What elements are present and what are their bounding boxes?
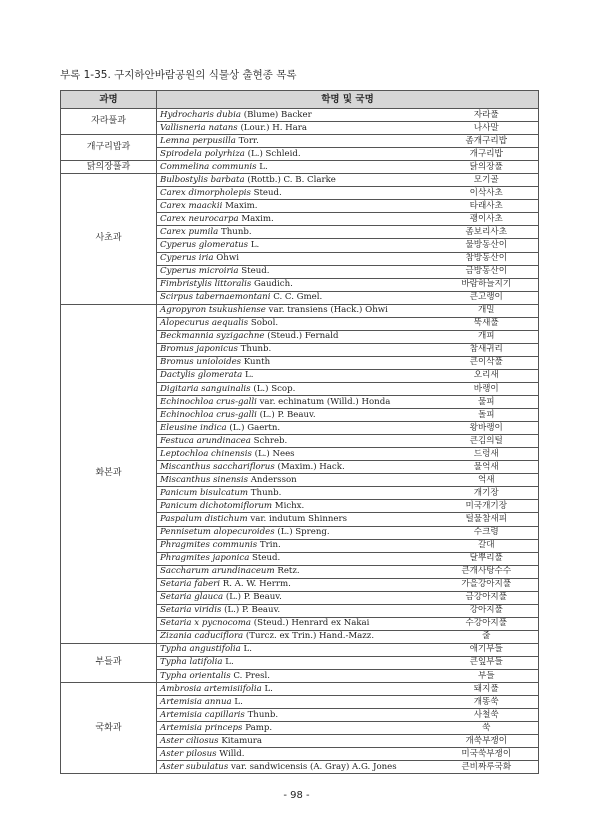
genus-species: Bromus unioloides: [160, 357, 242, 368]
author-citation: (L.) Scop.: [253, 383, 296, 394]
korean-name-cell: 쑥: [435, 722, 539, 735]
korean-name-cell: 큰개사탕수수: [435, 565, 539, 578]
genus-species: Setaria viridis: [160, 605, 222, 616]
scientific-name-cell: [157, 148, 435, 161]
korean-name-cell: 털물참새피: [435, 513, 539, 526]
author-citation: (Steud.) Fernald: [267, 331, 339, 342]
korean-name-cell: 드렁새: [435, 448, 539, 461]
author-citation: Steud.: [252, 553, 281, 564]
author-citation: var. sandwicensis (A. Gray) A.G. Jones: [230, 761, 397, 772]
author-citation: C. Presl.: [233, 670, 270, 681]
genus-species: Phragmites japonica: [160, 553, 250, 564]
scientific-name-cell: [157, 422, 435, 435]
genus-species: Panicum bisulcatum: [160, 487, 249, 498]
korean-name-cell: 오리새: [435, 369, 539, 382]
genus-species: Scirpus tabernaemontani: [160, 292, 271, 303]
genus-species: Typha orientalis: [160, 670, 231, 681]
scientific-name-cell: [157, 161, 435, 174]
table-row: [61, 161, 539, 174]
scientific-name-cell: [157, 709, 435, 722]
scientific-name-cell: [157, 291, 435, 304]
korean-name-cell: 개똥쑥: [435, 696, 539, 709]
author-citation: Pamp.: [245, 722, 273, 733]
genus-species: Carex pumila: [160, 226, 219, 237]
species-table: [60, 90, 539, 774]
author-citation: Willd.: [219, 748, 245, 759]
author-citation: (L.) P. Beauv.: [224, 605, 281, 616]
scientific-name-cell: [157, 500, 435, 513]
scientific-name-cell: [157, 200, 435, 213]
author-citation: Thunb.: [250, 487, 282, 498]
korean-name-cell: 수크령: [435, 526, 539, 539]
korean-name-cell: 타래사초: [435, 200, 539, 213]
korean-name-cell: 이삭사초: [435, 187, 539, 200]
genus-species: Agropyron tsukushiense: [160, 305, 266, 316]
author-citation: Steud.: [253, 187, 282, 198]
scientific-name-cell: [157, 683, 435, 696]
scientific-name-cell: [157, 748, 435, 761]
korean-name-cell: 나사말: [435, 122, 539, 135]
scientific-name-cell: [157, 356, 435, 369]
korean-name-cell: 강아지풀: [435, 604, 539, 617]
scientific-name-cell: [157, 409, 435, 422]
scientific-name-cell: [157, 565, 435, 578]
author-citation: Thunb.: [240, 344, 272, 355]
author-citation: Steud.: [241, 266, 270, 277]
author-citation: (L.) Gaertn.: [229, 422, 281, 433]
korean-name-cell: 가을강아지풀: [435, 578, 539, 591]
scientific-name-cell: [157, 369, 435, 382]
author-citation: L.: [244, 370, 254, 381]
genus-species: Alopecurus aequalis: [160, 318, 249, 329]
table-row: [61, 109, 539, 122]
genus-species: Aster ciliosus: [160, 735, 219, 746]
author-citation: Ohwi: [216, 253, 239, 264]
author-citation: Kitamura: [221, 735, 262, 746]
korean-name-cell: 큰비짜루국화: [435, 761, 539, 774]
table-row: [61, 643, 539, 656]
author-citation: (L.) Schleid.: [247, 148, 301, 159]
korean-name-cell: 좀개구리밥: [435, 135, 539, 148]
genus-species: Artemisia annua: [160, 696, 232, 707]
korean-name-cell: 물억새: [435, 461, 539, 474]
genus-species: Panicum dichotomiflorum: [160, 500, 273, 511]
genus-species: Artemisia capillaris: [160, 709, 245, 720]
genus-species: Setaria x pycnocoma: [160, 618, 251, 629]
genus-species: Miscanthus sinensis: [160, 474, 248, 485]
scientific-name-cell: [157, 591, 435, 604]
scientific-name-cell: [157, 722, 435, 735]
scientific-name-cell: [157, 252, 435, 265]
author-citation: L.: [225, 657, 234, 668]
scientific-name-cell: [157, 656, 435, 669]
table-body: [61, 109, 539, 774]
korean-name-cell: 개구리밥: [435, 148, 539, 161]
korean-name-cell: 억새: [435, 474, 539, 487]
genus-species: Bulbostylis barbata: [160, 174, 245, 185]
author-citation: Sobol.: [250, 318, 279, 329]
genus-species: Setaria faberi: [160, 579, 221, 590]
scientific-name-cell: [157, 513, 435, 526]
scientific-name-cell: [157, 382, 435, 395]
author-citation: var. indutum Shinners: [250, 513, 347, 524]
author-citation: (Rottb.) C. B. Clarke: [247, 174, 336, 185]
scientific-name-cell: [157, 474, 435, 487]
author-citation: Gaudich.: [254, 279, 293, 290]
korean-name-cell: 부들: [435, 670, 539, 683]
scientific-name-cell: [157, 213, 435, 226]
korean-name-cell: 돌피: [435, 409, 539, 422]
scientific-name-cell: [157, 526, 435, 539]
family-name-cell: 자라풀과: [61, 109, 157, 135]
genus-species: Cyperus microiria: [160, 266, 239, 277]
author-citation: (Lour.) H. Hara: [240, 122, 308, 133]
korean-name-cell: 미국개기장: [435, 500, 539, 513]
author-citation: Michx.: [274, 500, 305, 511]
korean-name-cell: 금강아지풀: [435, 591, 539, 604]
scientific-name-cell: [157, 578, 435, 591]
korean-name-cell: 물피: [435, 396, 539, 409]
author-citation: (L.) Nees: [254, 448, 295, 459]
korean-name-cell: 개밀: [435, 304, 539, 317]
author-citation: Kunth: [243, 357, 271, 368]
genus-species: Festuca arundinacea: [160, 435, 251, 446]
scientific-name-cell: [157, 343, 435, 356]
author-citation: (L.) P. Beauv.: [225, 592, 282, 603]
scientific-name-cell: [157, 630, 435, 643]
author-citation: Thunb.: [221, 226, 252, 237]
korean-name-cell: 갈대: [435, 539, 539, 552]
genus-species: Fimbristylis littoralis: [160, 279, 252, 290]
scientific-name-cell: [157, 109, 435, 122]
scientific-name-cell: [157, 317, 435, 330]
scientific-name-cell: [157, 761, 435, 774]
scientific-name-cell: [157, 135, 435, 148]
author-citation: (Turcz. ex Trin.) Hand.-Mazz.: [245, 631, 375, 642]
korean-name-cell: 개쑥부쟁이: [435, 735, 539, 748]
genus-species: Spirodela polyrhiza: [160, 148, 245, 159]
genus-species: Echinochloa crus-galli: [160, 409, 257, 420]
author-citation: L.: [259, 161, 268, 172]
korean-name-cell: 애기부들: [435, 643, 539, 656]
scientific-name-cell: [157, 435, 435, 448]
genus-species: Vallisneria natans: [160, 122, 238, 133]
author-citation: (L.) Spreng.: [277, 527, 330, 538]
korean-name-cell: 물방동산이: [435, 239, 539, 252]
korean-name-cell: 미국쑥부쟁이: [435, 748, 539, 761]
korean-name-cell: 금방동산이: [435, 265, 539, 278]
genus-species: Commelina communis: [160, 161, 257, 172]
genus-species: Leptochloa chinensis: [160, 448, 252, 459]
korean-name-cell: 개피: [435, 330, 539, 343]
genus-species: Eleusine indica: [160, 422, 227, 433]
family-name-cell: 개구리밥과: [61, 135, 157, 161]
korean-name-cell: 큰이삭풀: [435, 356, 539, 369]
scientific-name-cell: [157, 174, 435, 187]
genus-species: Typha angustifolia: [160, 644, 241, 655]
family-name-cell: 닭의장풀과: [61, 161, 157, 174]
author-citation: (Blume) Backer: [243, 109, 312, 120]
family-name-cell: 부들과: [61, 643, 157, 682]
genus-species: Carex dimorpholepis: [160, 187, 251, 198]
scientific-name-cell: [157, 265, 435, 278]
family-name-cell: 화본과: [61, 304, 157, 643]
korean-name-cell: 좀보리사초: [435, 226, 539, 239]
author-citation: L.: [243, 644, 252, 655]
genus-species: Pennisetum alopecuroides: [160, 527, 275, 538]
family-name-cell: 사초과: [61, 174, 157, 304]
genus-species: Cyperus iria: [160, 253, 214, 264]
page-number: - 98 -: [283, 790, 310, 801]
family-name-cell: 국화과: [61, 683, 157, 774]
author-citation: Thunb.: [247, 709, 279, 720]
genus-species: Miscanthus sacchariflorus: [160, 461, 275, 472]
genus-species: Carex maackii: [160, 200, 223, 211]
genus-species: Paspalum distichum: [160, 513, 248, 524]
korean-name-cell: 수강아지풀: [435, 617, 539, 630]
author-citation: (L.) P. Beauv.: [259, 409, 316, 420]
genus-species: Saccharum arundinaceum: [160, 566, 275, 577]
korean-name-cell: 큰잎부들: [435, 656, 539, 669]
korean-name-cell: 큰김의털: [435, 435, 539, 448]
author-citation: Andersson: [250, 474, 297, 485]
korean-name-cell: 개기장: [435, 487, 539, 500]
korean-name-cell: 참방동산이: [435, 252, 539, 265]
author-citation: (Maxim.) Hack.: [277, 461, 345, 472]
author-citation: C. C. Gmel.: [273, 292, 323, 303]
korean-name-cell: 돼지풀: [435, 683, 539, 696]
table-row: [61, 683, 539, 696]
author-citation: var. echinatum (Willd.) Honda: [259, 396, 391, 407]
scientific-name-cell: [157, 187, 435, 200]
korean-name-cell: 바랭이: [435, 382, 539, 395]
author-citation: (Steud.) Henrard ex Nakai: [253, 618, 370, 629]
author-citation: L.: [234, 696, 243, 707]
korean-name-cell: 자라풀: [435, 109, 539, 122]
genus-species: Lemna perpusilla: [160, 135, 236, 146]
genus-species: Bromus japonicus: [160, 344, 238, 355]
author-citation: L.: [264, 683, 273, 694]
genus-species: Echinochloa crus-galli: [160, 396, 257, 407]
korean-name-cell: 큰고랭이: [435, 291, 539, 304]
korean-name-cell: 모기골: [435, 174, 539, 187]
genus-species: Dactylis glomerata: [160, 370, 243, 381]
korean-name-cell: 바람하늘지기: [435, 278, 539, 291]
scientific-name-cell: [157, 278, 435, 291]
korean-name-cell: 뚝새풀: [435, 317, 539, 330]
korean-name-cell: 사철쑥: [435, 709, 539, 722]
genus-species: Cyperus glomeratus: [160, 239, 249, 250]
author-citation: Torr.: [238, 135, 259, 146]
author-citation: Maxim.: [241, 213, 274, 224]
korean-name-cell: 왕바랭이: [435, 422, 539, 435]
scientific-name-cell: [157, 539, 435, 552]
scientific-name-cell: [157, 552, 435, 565]
genus-species: Aster subulatus: [160, 761, 229, 772]
scientific-name-cell: [157, 304, 435, 317]
table-row: [61, 304, 539, 317]
author-citation: Retz.: [277, 566, 300, 577]
genus-species: Setaria glauca: [160, 592, 224, 603]
table-caption: 부록 1-35. 구지하안바람공원의 식물상 출현종 목록: [60, 69, 297, 81]
header-family: 과명: [61, 91, 157, 109]
scientific-name-cell: [157, 448, 435, 461]
genus-species: Carex neurocarpa: [160, 213, 239, 224]
korean-name-cell: 참새귀리: [435, 343, 539, 356]
table-row: [61, 174, 539, 187]
genus-species: Zizania caduciflora: [160, 631, 244, 642]
author-citation: var. transiens (Hack.) Ohwi: [268, 305, 388, 316]
author-citation: R. A. W. Herrm.: [222, 579, 291, 590]
scientific-name-cell: [157, 696, 435, 709]
korean-name-cell: 달뿌리풀: [435, 552, 539, 565]
author-citation: Maxim.: [225, 200, 258, 211]
genus-species: Artemisia princeps: [160, 722, 243, 733]
scientific-name-cell: [157, 604, 435, 617]
korean-name-cell: 괭이사초: [435, 213, 539, 226]
genus-species: Ambrosia artemisiifolia: [160, 683, 262, 694]
genus-species: Aster pilosus: [160, 748, 217, 759]
scientific-name-cell: [157, 487, 435, 500]
korean-name-cell: 닭의장풀: [435, 161, 539, 174]
scientific-name-cell: [157, 735, 435, 748]
scientific-name-cell: [157, 670, 435, 683]
scientific-name-cell: [157, 643, 435, 656]
header-names: 학명 및 국명: [157, 91, 539, 109]
scientific-name-cell: [157, 396, 435, 409]
scientific-name-cell: [157, 122, 435, 135]
korean-name-cell: 줄: [435, 630, 539, 643]
genus-species: Phragmites communis: [160, 540, 258, 551]
scientific-name-cell: [157, 226, 435, 239]
scientific-name-cell: [157, 330, 435, 343]
header-row: [61, 91, 539, 109]
genus-species: Digitaria sanguinalis: [160, 383, 251, 394]
author-citation: Trin.: [259, 540, 281, 551]
genus-species: Beckmannia syzigachne: [160, 331, 265, 342]
author-citation: Schreb.: [253, 435, 288, 446]
genus-species: Hydrocharis dubia: [160, 109, 242, 120]
scientific-name-cell: [157, 617, 435, 630]
scientific-name-cell: [157, 461, 435, 474]
scientific-name-cell: [157, 239, 435, 252]
table-row: [61, 135, 539, 148]
genus-species: Typha latifolia: [160, 657, 223, 668]
author-citation: L.: [250, 239, 260, 250]
